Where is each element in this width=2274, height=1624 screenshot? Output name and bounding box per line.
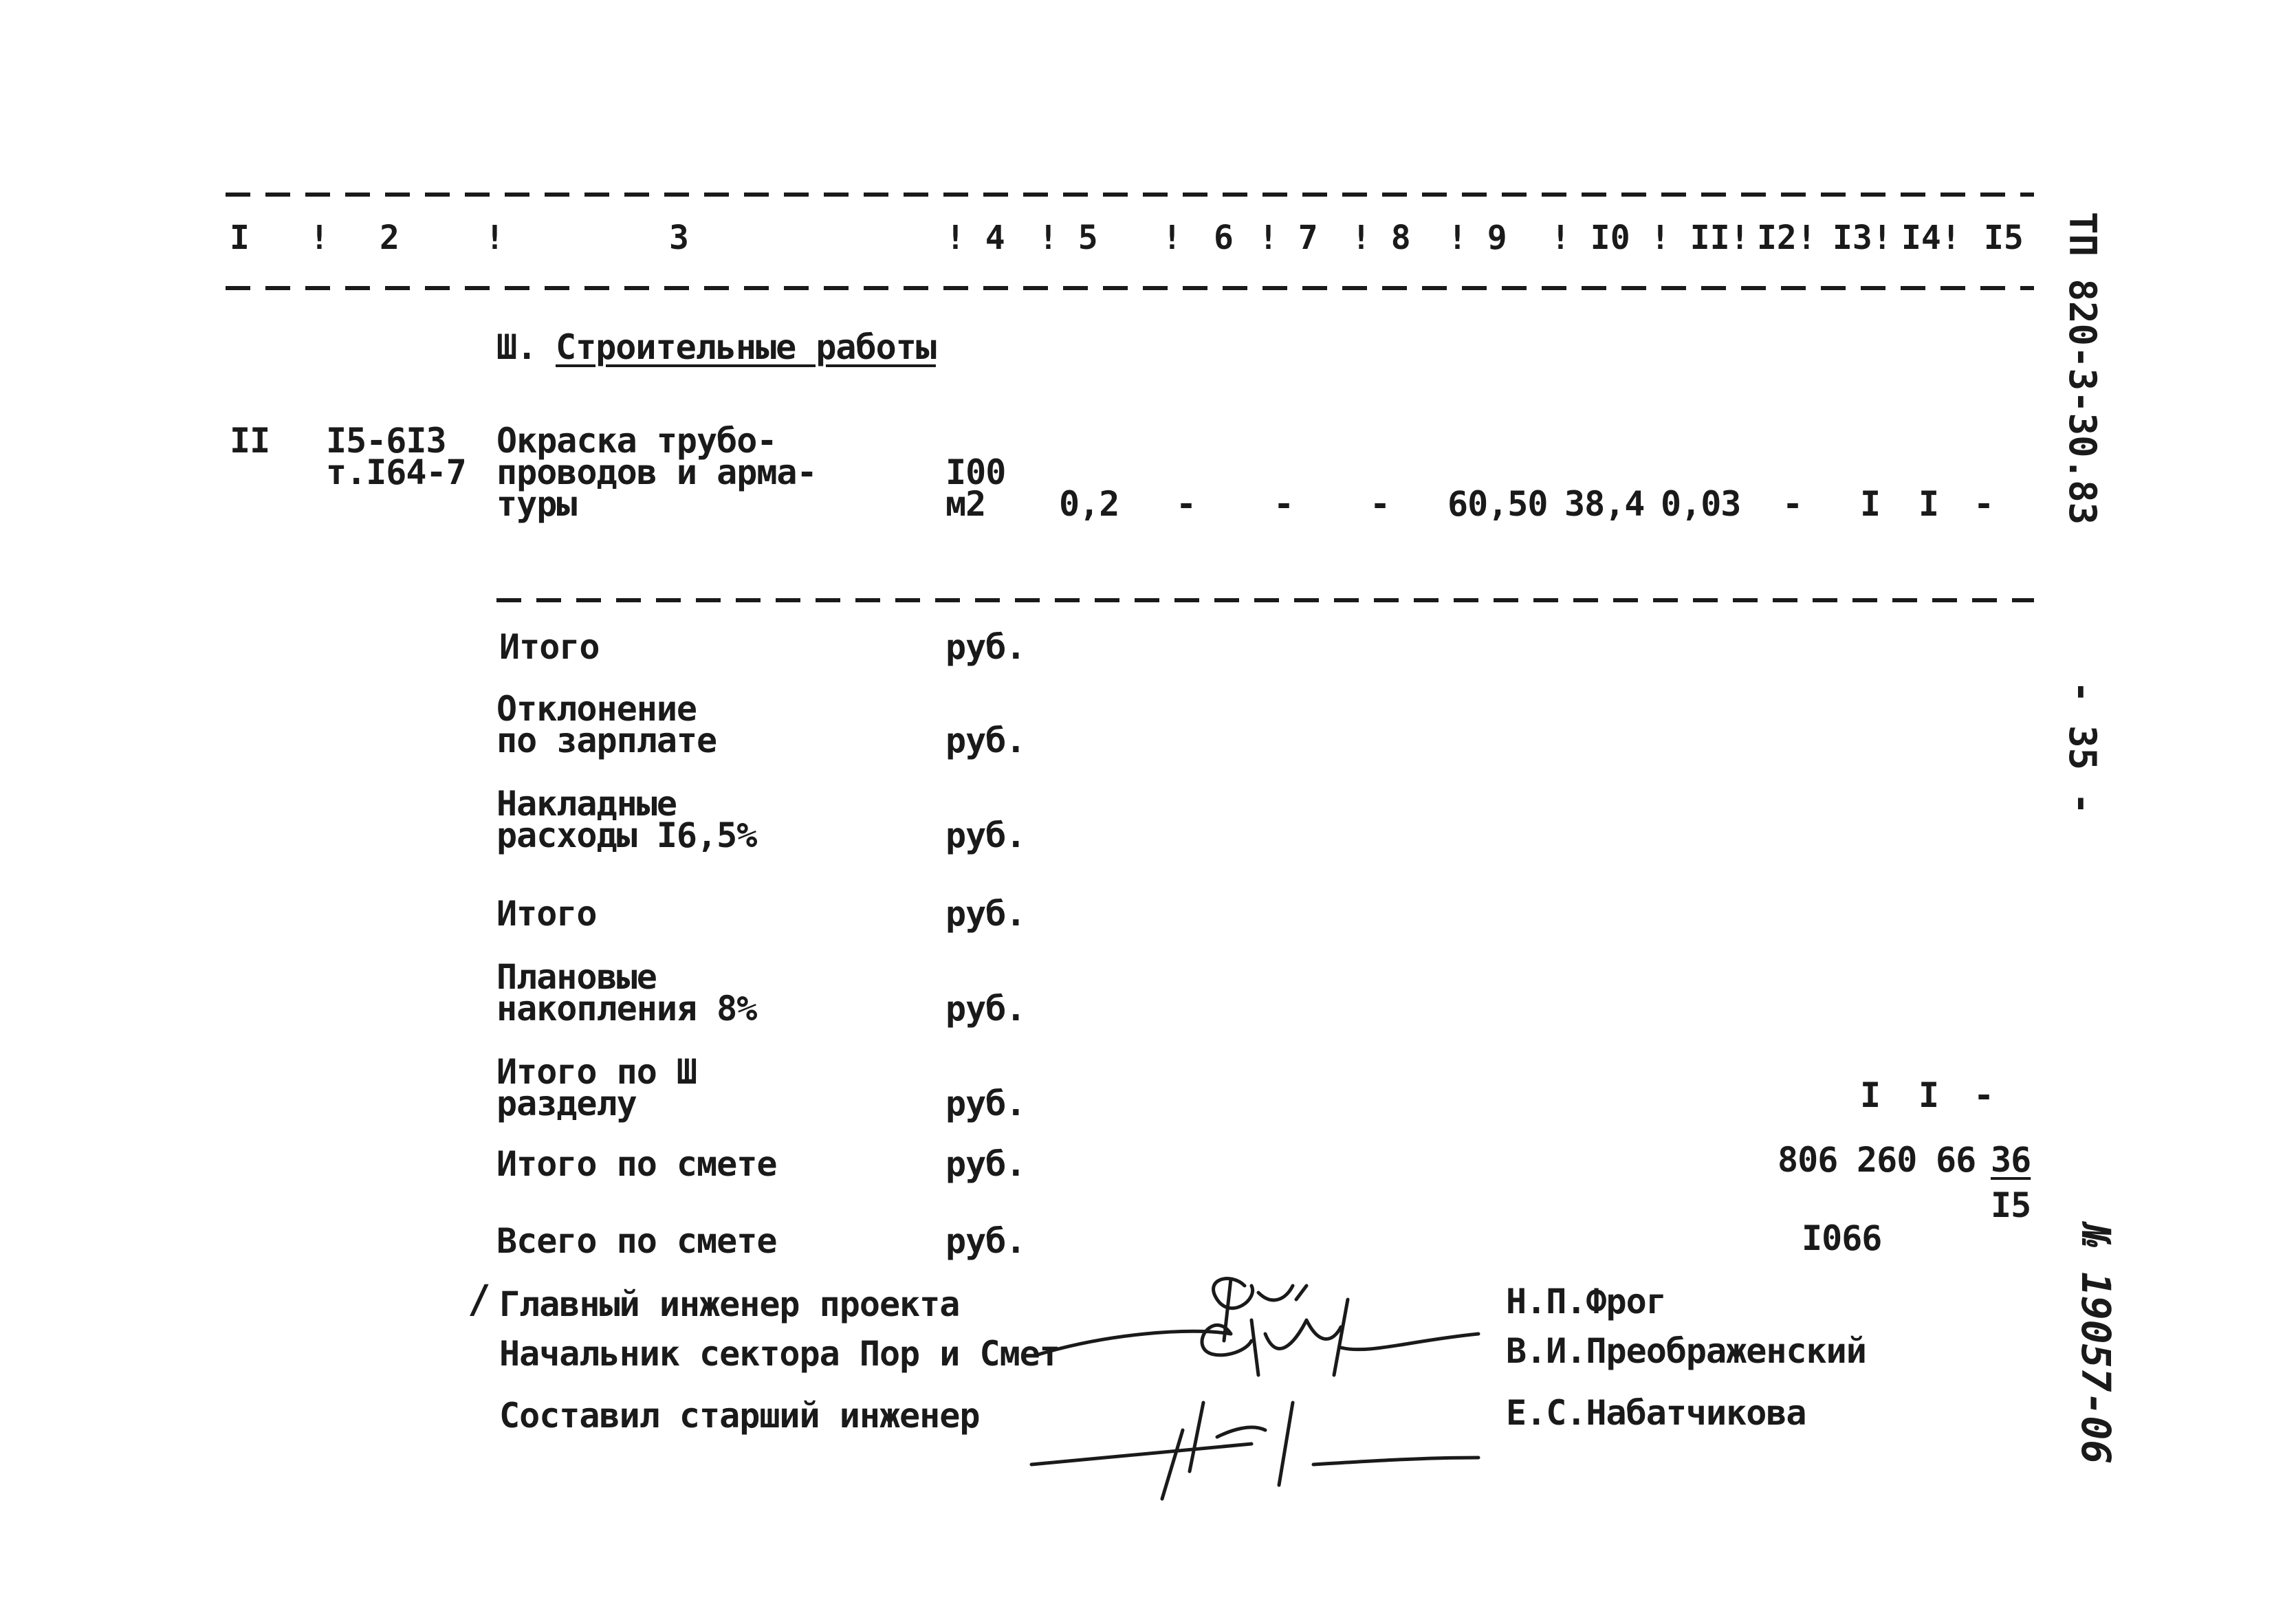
- estimate-total-value: 260: [1857, 1140, 1917, 1180]
- total-unit: руб.: [945, 627, 1026, 667]
- totals-rule: [496, 598, 2034, 602]
- signature-name: Н.П.Фрог: [1506, 1282, 1666, 1321]
- section-total-value: I: [1860, 1075, 1881, 1115]
- col-header: 3: [669, 219, 689, 257]
- total-label: разделу: [496, 1084, 637, 1123]
- col-header: ! 7: [1258, 219, 1318, 257]
- signature-name: Е.С.Набатчикова: [1506, 1393, 1806, 1433]
- col-header: 6: [1214, 219, 1234, 257]
- col-header: ! 5: [1038, 219, 1098, 257]
- col-header: I: [230, 219, 250, 257]
- signature-mark: /: [468, 1277, 490, 1322]
- col-header: ! I0: [1551, 219, 1630, 257]
- item-value: -: [1974, 484, 1994, 524]
- col-header: !: [1162, 219, 1182, 257]
- item-description: туры: [496, 484, 577, 524]
- item-value: -: [1273, 484, 1294, 524]
- total-label: накопления 8%: [496, 989, 757, 1029]
- item-value: 0,2: [1059, 484, 1119, 524]
- header-top-rule: [226, 193, 2034, 197]
- total-label: Итого по смете: [496, 1144, 777, 1184]
- item-value: I: [1918, 484, 1939, 524]
- total-unit: руб.: [945, 1084, 1026, 1123]
- item-unit: I00: [945, 452, 1006, 492]
- handwritten-signatures: [1025, 1258, 1499, 1506]
- item-value: -: [1176, 484, 1196, 524]
- total-label: Итого: [499, 627, 600, 667]
- item-value: 0,03: [1661, 484, 1741, 524]
- estimate-total-value: 36: [1991, 1140, 2031, 1180]
- signature-name: В.И.Преображенский: [1506, 1331, 1866, 1371]
- item-code: т.I64-7: [326, 452, 466, 492]
- total-label: по зарплате: [496, 721, 717, 760]
- total-label: Плановые: [496, 957, 657, 997]
- col-header: 2: [380, 219, 400, 257]
- total-label: Отклонение: [496, 689, 697, 729]
- item-value: I: [1860, 484, 1881, 524]
- col-header: ! 4: [945, 219, 1005, 257]
- col-header: ! 8: [1351, 219, 1411, 257]
- total-label: расходы I6,5%: [496, 815, 757, 855]
- grand-total-value: I066: [1802, 1218, 1882, 1258]
- section-title: Строительные работы: [556, 327, 936, 367]
- signature-role: Составил старший инженер: [499, 1396, 980, 1436]
- signature-role: Начальник сектора Пор и Смет: [499, 1334, 1060, 1374]
- item-description: Окраска трубо-: [496, 421, 777, 461]
- item-code: I5-6I3: [326, 421, 446, 461]
- total-unit: руб.: [945, 721, 1026, 760]
- estimate-total-subvalue: I5: [1991, 1185, 2031, 1225]
- item-value: 38,4: [1564, 484, 1645, 524]
- estimate-total-value: 806: [1778, 1140, 1838, 1180]
- total-unit: руб.: [945, 815, 1026, 855]
- estimate-total-value: 66: [1936, 1140, 1976, 1180]
- signature-role: Главный инженер проекта: [499, 1284, 960, 1324]
- col-header: I2!: [1757, 219, 1817, 257]
- total-unit: руб.: [945, 989, 1026, 1029]
- total-unit: руб.: [945, 894, 1026, 934]
- col-header: I3!: [1833, 219, 1892, 257]
- section-total-value: I: [1918, 1075, 1939, 1115]
- col-header: ! 9: [1447, 219, 1507, 257]
- col-header: ! II!: [1650, 219, 1750, 257]
- total-label: Накладные: [496, 784, 677, 824]
- section-total-value: -: [1974, 1075, 1994, 1115]
- item-value: -: [1370, 484, 1390, 524]
- header-bottom-rule: [226, 286, 2034, 290]
- item-value: 60,50: [1447, 484, 1548, 524]
- total-label: Итого: [496, 894, 597, 934]
- side-document-code: ТП 820-3-30.83: [2061, 212, 2104, 525]
- col-header: I4!: [1901, 219, 1961, 257]
- col-header: I5: [1984, 219, 2024, 257]
- col-header: !: [485, 219, 505, 257]
- section-numeral: Ш.: [496, 327, 537, 367]
- total-label: Итого по Ш: [496, 1052, 697, 1092]
- total-label: Всего по смете: [496, 1221, 777, 1261]
- item-number: II: [230, 421, 270, 461]
- item-description: проводов и арма-: [496, 452, 817, 492]
- side-inventory-number: № 19057-06: [2073, 1224, 2119, 1464]
- total-unit: руб.: [945, 1144, 1026, 1184]
- side-page-number: - 35 -: [2061, 681, 2104, 815]
- total-unit: руб.: [945, 1221, 1026, 1261]
- item-unit: м2: [945, 484, 986, 524]
- item-value: -: [1782, 484, 1803, 524]
- col-header: !: [309, 219, 329, 257]
